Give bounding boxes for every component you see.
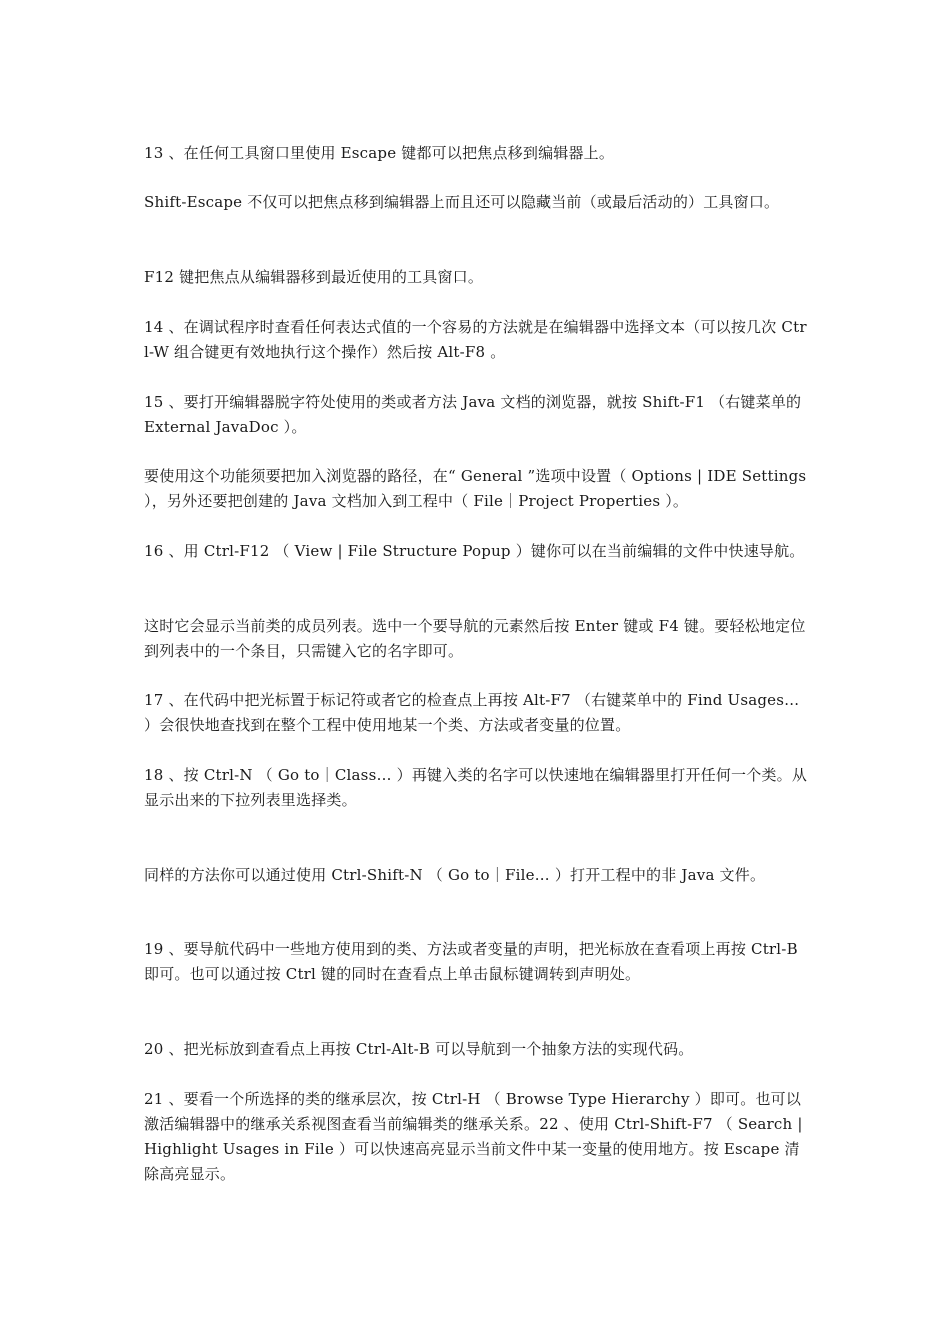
paragraph-general-settings: 要使用这个功能须要把加入浏览器的路径，在“ General ”选项中设置（ Options | IDE Settings ），另外还要把创建的 Java 文档加入到工程中（ File｜Project Properties ）。 xyxy=(144,467,807,510)
paragraph-19: 19 、要导航代码中一些地方使用到的类、方法或者变量的声明，把光标放在查看项上再按 Ctrl-B 即可。也可以通过按 Ctrl 键的同时在查看点上单击鼠标键调转到声明处。 xyxy=(144,940,798,983)
paragraph-ctrl-shift-n: 同样的方法你可以通过使用 Ctrl-Shift-N （ Go to｜File… ）打开工程中的非 Java 文件。 xyxy=(144,866,766,884)
paragraph-15: 15 、要打开编辑器脱字符处使用的类或者方法 Java 文档的浏览器，就按 Shift-F1 （右键菜单的 External JavaDoc ）。 xyxy=(144,393,802,436)
paragraph-13: 13 、在任何工具窗口里使用 Escape 键都可以把焦点移到编辑器上。 xyxy=(144,144,615,162)
paragraph-21-22: 21 、要看一个所选择的类的继承层次，按 Ctrl-H （ Browse Type Hierarchy ）即可。也可以激活编辑器中的继承关系视图查看当前编辑类的继承关系。22 、使用 Ctrl-Shift-F7 （ Search | Highlight Usages in File ）可以快速高亮显示当前文件中某一变量的使用地方。按 Escape 清除高亮显示。 xyxy=(144,1090,803,1183)
paragraph-16: 16 、用 Ctrl-F12 （ View | File Structure Popup ）键你可以在当前编辑的文件中快速导航。 xyxy=(144,542,805,560)
paragraph-shift-escape: Shift-Escape 不仅可以把焦点移到编辑器上而且还可以隐藏当前（或最后活动的）工具窗口。 xyxy=(144,193,780,211)
paragraph-18: 18 、按 Ctrl-N （ Go to｜Class… ）再键入类的名字可以快速地在编辑器里打开任何一个类。从显示出来的下拉列表里选择类。 xyxy=(144,766,808,809)
paragraph-14: 14 、在调试程序时查看任何表达式值的一个容易的方法就是在编辑器中选择文本（可以按几次 Ctrl-W 组合键更有效地执行这个操作）然后按 Alt-F8 。 xyxy=(144,318,807,361)
paragraph-f12: F12 键把焦点从编辑器移到最近使用的工具窗口。 xyxy=(144,268,484,286)
paragraph-member-list: 这时它会显示当前类的成员列表。选中一个要导航的元素然后按 Enter 键或 F4 键。要轻松地定位到列表中的一个条目，只需键入它的名字即可。 xyxy=(144,617,806,660)
paragraph-20: 20 、把光标放到查看点上再按 Ctrl-Alt-B 可以导航到一个抽象方法的实现代码。 xyxy=(144,1040,694,1058)
paragraph-17: 17 、在代码中把光标置于标记符或者它的检查点上再按 Alt-F7 （右键菜单中的 Find Usages… ）会很快地查找到在整个工程中使用地某一个类、方法或者变量的位置。 xyxy=(144,691,800,734)
